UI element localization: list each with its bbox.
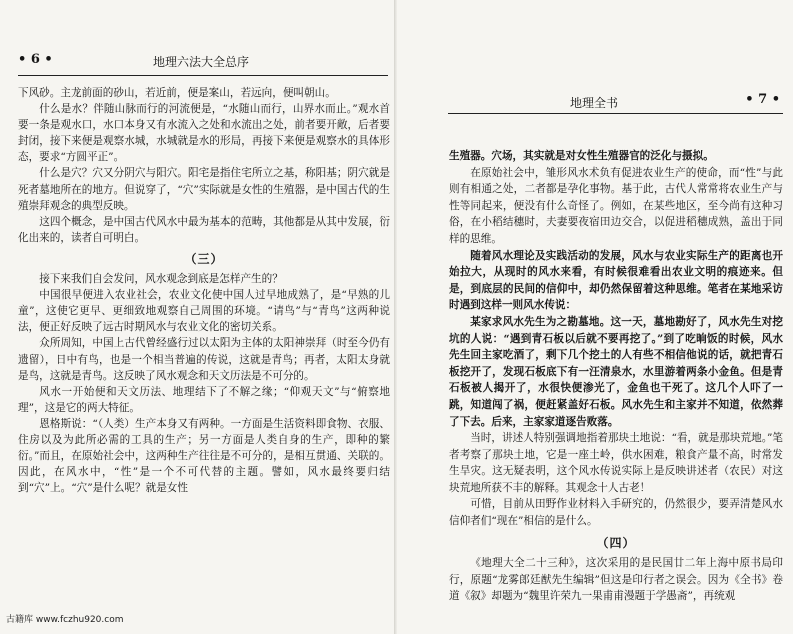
right-paragraph-1: 生殖器。穴场，其实就是对女性生殖器官的泛化与摄拟。 bbox=[449, 150, 714, 162]
right-paragraph-4: 某家求风水先生为之勘墓地。这一天，墓地勘好了，风水先生对挖坑的人说：“遇到青石板以后就不要再挖了。”到了吃晌饭的时候，风水先生回主家吃酒了，剩下几个挖土的人有些不相信他说的话，就把青石板挖开了，发现石板底下有一汪清泉水，水里游着两条小金鱼。但是青石板被人揭开了，水很快便渗光了，金鱼也干死了。这几个人吓了一跳，知道闯了祸，便赶紧盖好石板。风水先生和主家并不知道，依然葬了下去。后来，主家家道逐告败落。 bbox=[449, 315, 783, 428]
right-paragraph-7: 《地理大全二十三种》，这次采用的是民国廿二年上海中原书局印行，原题“龙雾郎廷猷先生编辑”但这是印行者之误会。因为《全书》卷道《叙》却题为“魏里许荣九一果甫甫漫题于学愚斋”，再统观 bbox=[449, 557, 783, 603]
left-page-header bbox=[18, 50, 388, 74]
left-paragraph-2: 什么是水？伴随山脉而行的河流便是，“水随山而行，山界水而止。”观水首要一条是观水口，水口本身又有水流入之处和水流出之处，前者要开敞，后者要封闭，接下来便是观察水城，水城就是水的形局，再接下来便是观察水的具体形态，要求“方圆平正”。 bbox=[18, 103, 390, 164]
left-paragraph-1: 下风砂。主龙前面的砂山，若近前，便是案山，若远向，便叫朝山。 bbox=[18, 87, 336, 99]
right-running-title: 地理全书 bbox=[570, 96, 619, 110]
left-page-number: • 6 • bbox=[18, 52, 53, 67]
right-paragraph-3: 随着风水理论及实践活动的发展，风水与农业实际生产的距离也开始拉大，从现时的风水来看，有时候很难看出农业文明的痕迹来。但是，到底层的民间的信仰中，却仍然保留着这种思维。笔者在某地采访时遇到这样一则风水传说： bbox=[449, 249, 783, 312]
left-header-rule bbox=[18, 75, 388, 76]
right-paragraph-6: 可惜，目前从田野作业材料入手研究的，仍然很少，要弄清楚风水信仰者们“现在”相信的是什么。 bbox=[449, 498, 783, 528]
right-page-body bbox=[449, 148, 783, 605]
watermark-footer: 古籍库 www.fczhu920.com bbox=[6, 615, 124, 625]
section-heading-4: （四） bbox=[596, 535, 636, 550]
left-paragraph-5: 接下来我们自会发问，风水观念到底是怎样产生的？ bbox=[39, 273, 283, 286]
left-paragraph-3: 什么是穴？穴又分阴穴与阳穴。阳宅是指住宅所立之基，称阳基；阴穴就是死者墓地所在的地方。但说穿了，“穴”实际就是女性的生殖器，是中国古代的生殖崇拜观念的典型反映。 bbox=[18, 167, 390, 212]
right-paragraph-2: 在原始社会中，雏形风水术负有促进农业生产的使命，而“性”与此则有相通之处，二者都是孕化事物。基于此，古代人常常将农业生产与性等同起来，便没有什么奇怪了。例如，在某些地区，至今尚有这种习俗，在小稻结穗时，夫妻要夜宿田边交合，以促进稻穗成熟，盖出于同样的思维。 bbox=[449, 166, 783, 245]
left-running-title: 地理六法大全总序 bbox=[153, 55, 250, 69]
right-page-header bbox=[450, 92, 780, 112]
left-page-body bbox=[18, 85, 390, 496]
left-paragraph-7: 众所周知，中国上古代曾经盛行过以太阳为主体的太阳神崇拜（时至今仍有遗留），日中有鸟，也是一个相当普遍的传说，这就是青鸟；再者，太阳太身就是鸟，这就是青鸟。这反映了风水观念和天文历法是不可分的。 bbox=[18, 337, 390, 382]
left-paragraph-8: 风水一开始便和天文历法、地理结下了不解之缘；“仰观天文”与“俯察地理”，这是它的两大特征。 bbox=[18, 385, 390, 414]
left-paragraph-9: 恩格斯说：“（人类）生产本身又有两种。一方面是生活资料即食物、衣服、住房以及为此所必需的工具的生产；另一方面是人类自身的生产，即种的繁衍。”而且，在原始社会中，这两种生产往往是不可分的，是相互贯通、关联的。因此，在风水中，“性”是一个不可代替的主题。譬如，风水最终要归结到“穴”上。“穴”是什么呢？就是女性 bbox=[18, 417, 390, 495]
right-paragraph-5: 当时，讲述人特别强调地指着那块土地说：“看，就是那块荒地。”笔者考察了那块土地，它是一座土岭，供水困难，粮食产量不高，时常发生旱灾。这无疑表明，这个风水传说实际上是反映讲述者（农民）对这块荒地所获不丰的解释。其观念十人古老！ bbox=[449, 432, 783, 494]
left-paragraph-6: 中国很早便进入农业社会，农业文化使中国人过早地成熟了，是“早熟的儿童”，这使它更早、更细致地观察自己周围的环境。“请鸟”与“青鸟”这两种说法，便正好反映了远古时期风水与农业文化的密切关系。 bbox=[18, 289, 390, 334]
right-header-rule bbox=[448, 113, 783, 114]
right-page-number: • 7 • bbox=[745, 92, 780, 107]
section-heading-3: （三） bbox=[184, 251, 224, 266]
left-paragraph-4: 这四个概念，是中国古代风水中最为基本的范畴，其他都是从其中发展，衍化出来的，读者自可明白。 bbox=[18, 215, 390, 244]
